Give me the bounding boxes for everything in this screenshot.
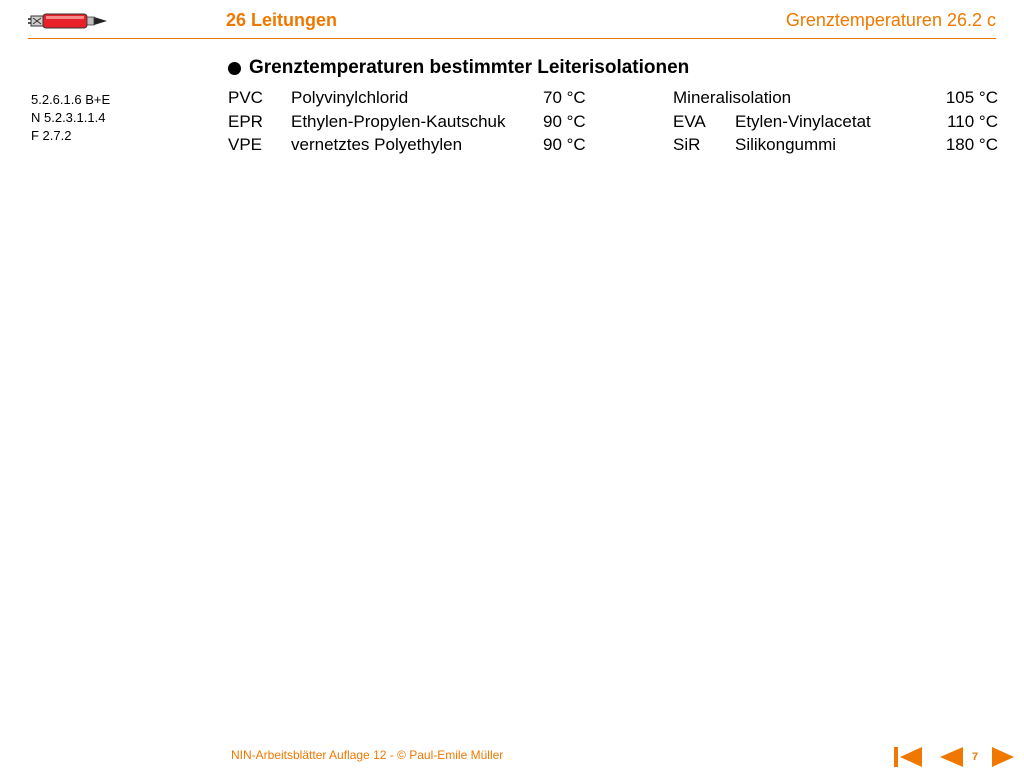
prev-page-icon[interactable] xyxy=(938,745,964,768)
header-divider xyxy=(28,38,996,39)
bullet-icon xyxy=(228,62,241,75)
material-cell: Etylen-Vinylacetat xyxy=(735,111,871,131)
material-cell: vernetztes Polyethylen xyxy=(291,135,463,154)
cable-plug-logo-icon xyxy=(28,11,108,31)
table-row xyxy=(228,88,998,112)
temperature-cell: 105 °C xyxy=(945,88,998,107)
material-cell: Polyvinylchlorid xyxy=(291,88,409,107)
material-cell: Mineralisolation xyxy=(673,88,792,107)
temperature-cell: 90 °C xyxy=(543,135,586,154)
material-cell: Ethylen-Propylen-Kautschuk xyxy=(291,111,506,131)
page-number: 7 xyxy=(972,751,979,763)
table-row xyxy=(228,112,998,136)
abbr-cell: SiR xyxy=(673,135,701,154)
abbr-cell: EVA xyxy=(673,111,706,131)
temperature-cell: 90 °C xyxy=(543,111,586,131)
insulation-temperature-table xyxy=(228,88,998,159)
material-cell: Silikongummi xyxy=(735,135,837,154)
footer-copyright: NIN-Arbeitsblätter Auflage 12 - © Paul-Emile Müller xyxy=(231,748,504,762)
reference-codes xyxy=(31,91,110,145)
heading-text: Grenztemperaturen bestimmter Leiterisolationen xyxy=(249,57,690,78)
first-page-icon[interactable] xyxy=(893,745,923,768)
reference-code: F 2.7.2 xyxy=(31,128,72,143)
section-title: Grenztemperaturen 26.2 c xyxy=(785,10,996,30)
slide-heading xyxy=(226,57,689,79)
reference-code: N 5.2.3.1.1.4 xyxy=(31,110,106,125)
chapter-title: 26 Leitungen xyxy=(226,10,338,30)
temperature-cell: 70 °C xyxy=(543,88,586,107)
next-page-icon[interactable] xyxy=(991,745,1015,768)
abbr-cell: VPE xyxy=(228,135,263,154)
abbr-cell: PVC xyxy=(228,88,263,107)
abbr-cell: EPR xyxy=(228,111,263,131)
temperature-cell: 110 °C xyxy=(947,111,998,131)
temperature-cell: 180 °C xyxy=(945,135,998,154)
reference-code: 5.2.6.1.6 B+E xyxy=(31,92,111,107)
table-row xyxy=(228,135,998,159)
